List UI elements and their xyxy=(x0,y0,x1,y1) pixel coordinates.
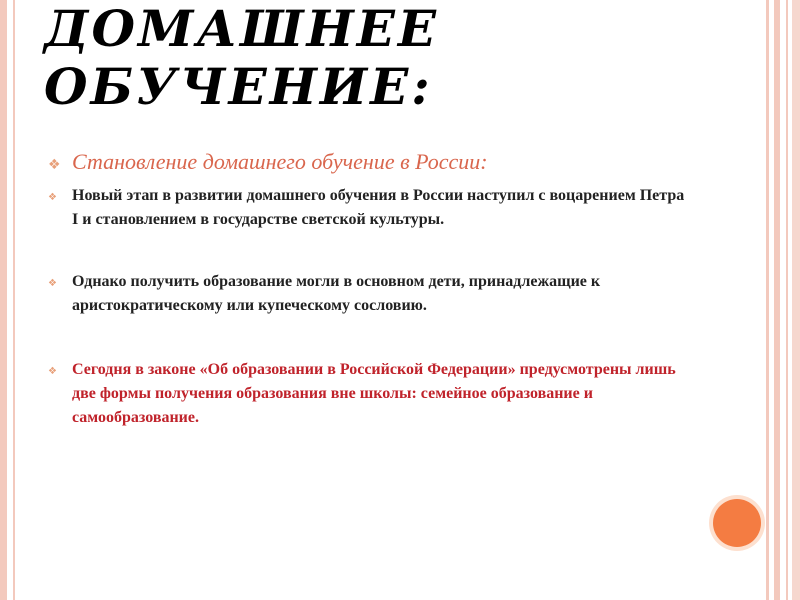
left-accent-line xyxy=(13,0,15,600)
diamond-bullet-icon: ❖ xyxy=(48,278,57,289)
paragraph-text: Сегодня в законе «Об образовании в Российской Федерации» предусмотрены лишь две формы получения образования вне школы: семейное образование и самообразование. xyxy=(72,361,676,426)
diamond-bullet-icon: ❖ xyxy=(48,192,57,203)
right-accent-stripe xyxy=(786,0,788,600)
slide-title xyxy=(44,0,439,116)
paragraph-text: Однако получить образование могли в основном дети, принадлежащие к аристократическому или купеческому сословию. xyxy=(72,273,601,314)
diamond-bullet-icon: ❖ xyxy=(48,366,57,377)
orange-circle-icon xyxy=(713,499,761,547)
subheading-item xyxy=(48,148,688,176)
slide-title-line-1: ДОМАШНЕЕ xyxy=(44,0,439,58)
right-accent-stripe xyxy=(792,0,800,600)
slide-title-line-2: ОБУЧЕНИЕ: xyxy=(44,57,433,116)
subheading-text: Становление домашнего обучение в России: xyxy=(72,149,488,174)
right-accent-stripe xyxy=(766,0,769,600)
left-accent-stripe xyxy=(0,0,7,600)
right-accent-stripe xyxy=(774,0,780,600)
list-item xyxy=(48,270,688,318)
slide-content xyxy=(48,148,688,430)
list-item xyxy=(48,184,688,232)
list-item-highlight xyxy=(48,358,688,430)
paragraph-text: Новый этап в развитии домашнего обучения в России наступил с воцарением Петра I и становлением в государстве светской культуры. xyxy=(72,187,685,228)
diamond-bullet-icon: ❖ xyxy=(48,157,61,173)
